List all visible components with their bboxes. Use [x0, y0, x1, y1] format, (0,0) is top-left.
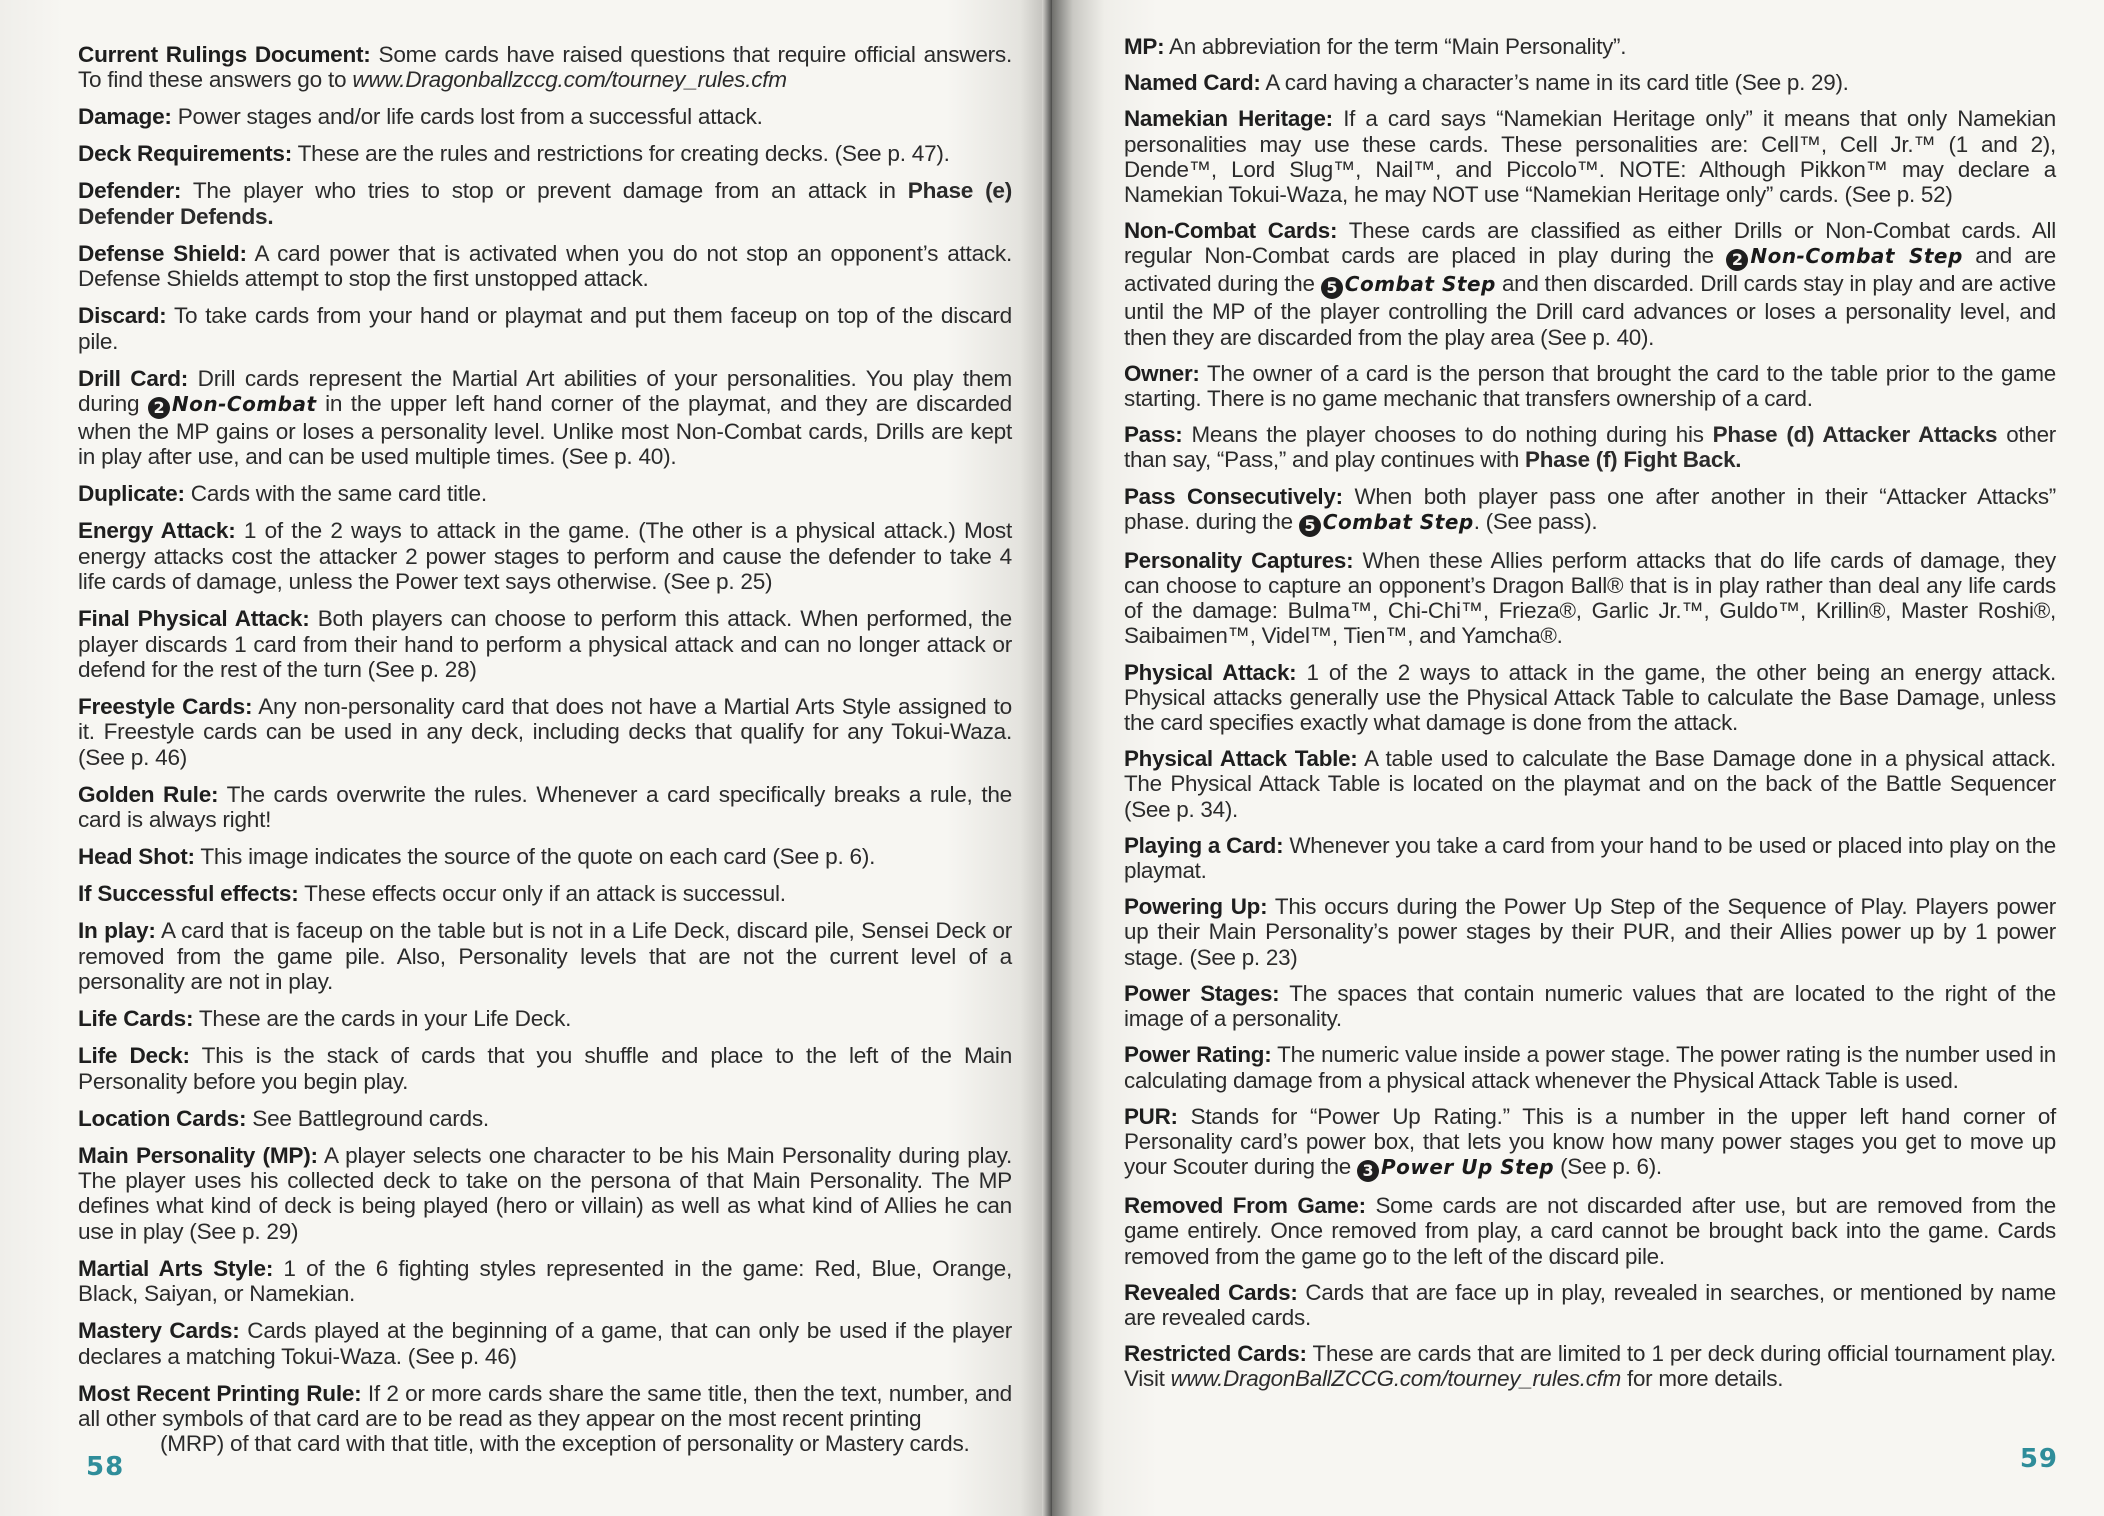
entry-text: other than say, “Pass,” and play continues with — [1124, 422, 2056, 473]
entry-text: This image indicates the source of the quote on each card (See p. 6). — [194, 844, 876, 870]
entry-term: Freestyle Cards: — [78, 694, 253, 720]
entry-term: Final Physical Attack: — [78, 606, 310, 632]
entry-term: Playing a Card: — [1124, 832, 1284, 858]
entry-term: Location Cards: — [78, 1105, 247, 1131]
glossary-entry — [1124, 70, 2056, 95]
glossary-entry — [1124, 548, 2056, 649]
entry-text: When these Allies perform attacks that do life cards of damage, they can choose to capture an opponent’s Dragon Ball® that is in play rather than deal any life cards of the damage: Bulma™, Chi-Chi™, Frieza®, Garlic Jr.™, Guldo™, Krillin®, Master Roshi®, Saibaimen™, Videl™, Tien™, and Yamcha®. — [1124, 547, 2056, 649]
entry-term: Defense Shield: — [78, 240, 247, 266]
entry-text: The spaces that contain numeric values that are located to the right of the image of a personality. — [1124, 980, 2057, 1032]
entry-text: When both player pass one after another in their “Attacker Attacks” phase. during the — [1124, 483, 2056, 534]
step-number-icon: 3 — [1357, 1160, 1379, 1182]
entry-term: Restricted Cards: — [1124, 1341, 1307, 1367]
entry-text: See Battleground cards. — [246, 1105, 489, 1131]
entry-text: These effects occur only if an attack is successul. — [298, 881, 786, 907]
entry-text: A card that is faceup on the table but is not in a Life Deck, discard pile, Sensei Deck or removed from the game pile. Also, Personality levels that are not the current level of a personality are not in play. — [78, 918, 1012, 995]
entry-term: Defender: — [78, 178, 182, 204]
phase-name: Phase (d) Attacker Attacks — [1712, 422, 1998, 448]
glossary-entry — [1124, 1341, 2056, 1391]
entry-term: In play: — [78, 918, 156, 944]
entry-term: Current Rulings Document: — [78, 42, 371, 67]
entry-term: Damage: — [78, 104, 172, 130]
entry-term: Drill Card: — [78, 365, 189, 391]
entry-text: and are activated during the — [1124, 243, 2056, 297]
glossary-entry — [1124, 106, 2056, 207]
entry-text: (See p. 6). — [1554, 1154, 1662, 1180]
entry-text: A card having a character’s name in its card title (See p. 29). — [1260, 70, 1849, 96]
entry-text: Power stages and/or life cards lost from a successful attack. — [171, 104, 763, 130]
entry-text: Both players can choose to perform this attack. When performed, the player discards 1 card from their hand to perform a physical attack and can no longer attack or defend for the rest of the turn (See p. 28) — [78, 606, 1012, 683]
glossary-entry — [78, 694, 1012, 770]
entry-text: The cards overwrite the rules. Whenever a card specifically breaks a rule, the card is always right! — [78, 781, 1012, 833]
glossary-entry — [78, 481, 1012, 506]
entry-text: for more details. — [1621, 1366, 1784, 1392]
entry-term: If Successful effects: — [78, 881, 299, 907]
glossary-entry — [1124, 894, 2056, 970]
entry-text: The player who tries to stop or prevent damage from an attack in — [181, 178, 908, 204]
entry-text: These are the cards in your Life Deck. — [193, 1006, 572, 1032]
entry-text: If 2 or more cards share the same title, then the text, number, and all other symbols of that card are to be read as they appear on the most recent printing — [78, 1380, 1012, 1431]
entry-term: Non-Combat Cards: — [1124, 218, 1338, 244]
entry-term: PUR: — [1124, 1103, 1178, 1129]
phase-name: Phase (f) Fight Back. — [1525, 447, 1742, 473]
entry-text: 1 of the 6 fighting styles represented in the game: Red, Blue, Orange, Black, Saiyan, or Namekian. — [78, 1255, 1013, 1307]
step-label: Non-Combat — [171, 392, 317, 417]
entry-term: Physical Attack: — [1124, 659, 1297, 685]
entry-term: Powering Up: — [1124, 894, 1268, 920]
glossary-entry — [78, 42, 1012, 93]
entry-term: Deck Requirements: — [78, 141, 292, 167]
right-page — [1052, 0, 2104, 1516]
entry-term: Physical Attack Table: — [1124, 746, 1358, 772]
entry-text: . (See pass). — [1473, 508, 1598, 534]
entry-text: A table used to calculate the Base Damage done in a physical attack. The Physical Attack Table is located on the playmat and on the back of the Battle Sequencer (See p. 34). — [1124, 746, 2056, 822]
entry-term: Power Stages: — [1124, 980, 1280, 1006]
glossary-entry — [78, 782, 1012, 833]
glossary-entry — [1124, 746, 2056, 822]
entry-text: A card power that is activated when you do not stop an opponent’s attack. Defense Shields attempt to stop the first unstopped attack. — [78, 240, 1013, 292]
entry-text: and then discarded. Drill cards stay in play and are active until the MP of the player controlling the Drill card advances or loses a personality level, and then they are discarded from the play area (See p. 40). — [1124, 271, 2056, 350]
entry-text: The numeric value inside a power stage. The power rating is the number used in calculating damage from a physical attack whenever the Physical Attack Table is used. — [1124, 1042, 2056, 1093]
entry-term: Power Rating: — [1124, 1042, 1272, 1068]
glossary-entry — [1124, 34, 2056, 59]
glossary-entry — [1124, 981, 2056, 1031]
entry-term: Head Shot: — [78, 844, 195, 870]
entry-term: Main Personality (MP): — [78, 1142, 318, 1168]
entry-text: A player selects one character to be his Main Personality during play. The player uses his collected deck to take on the persona of that Main Personality. The MP defines what kind of deck is being played (hero or villain) as well as what kind of Allies he can use in play (See p. 29) — [78, 1142, 1012, 1244]
step-number-icon: 5 — [1299, 515, 1321, 537]
entry-text: These cards are classified as either Drills or Non-Combat cards. All regular Non-Combat cards are placed in play during the — [1124, 218, 2056, 269]
glossary-entry — [78, 1256, 1012, 1307]
entry-term: Discard: — [78, 303, 167, 329]
entry-term: Mastery Cards: — [78, 1318, 240, 1344]
glossary-entry — [78, 1043, 1012, 1094]
entry-text: 1 of the 2 ways to attack in the game, the other being an energy attack. Physical attacks generally use the Physical Attack Table to calculate the Base Damage, unless the card specifies exactly what damage is done from the attack. — [1124, 659, 2057, 736]
entry-text: Cards played at the beginning of a game, that can only be used if the player declares a matching Tokui-Waza. (See p. 46) — [78, 1318, 1012, 1369]
rulings-link[interactable]: www.Dragonballzccg.com/tourney_rules.cfm — [352, 67, 787, 93]
glossary-entry — [1124, 833, 2056, 883]
step-label: Non-Combat Step — [1750, 244, 1963, 269]
entry-term: Revealed Cards: — [1124, 1279, 1298, 1305]
entry-term: Namekian Heritage: — [1124, 106, 1333, 132]
entry-text: Stands for “Power Up Rating.” This is a number in the upper left hand corner of Personality card’s power box, that lets you know how many power stages you get to move up your Scouter during the — [1124, 1103, 2056, 1180]
step-label: Combat Step — [1344, 272, 1496, 297]
entry-term: Named Card: — [1124, 70, 1261, 96]
glossary-entry — [1124, 1104, 2056, 1182]
entry-term: Owner: — [1124, 360, 1200, 386]
glossary-entry — [1124, 361, 2056, 411]
entry-text: Drill cards represent the Martial Art abilities of your personalities. You play them during — [78, 365, 1012, 417]
step-label: Power Up Step — [1380, 1155, 1555, 1180]
glossary-entry — [1124, 660, 2056, 736]
glossary-entry — [1124, 1193, 2056, 1269]
glossary-entry — [78, 303, 1012, 354]
glossary-entry — [78, 918, 1012, 994]
entry-text: To take cards from your hand or playmat and put them faceup on top of the discard pile. — [78, 303, 1012, 354]
entry-text: The owner of a card is the person that brought the card to the table prior to the game starting. There is no game mechanic that transfers ownership of a card. — [1124, 360, 2056, 412]
entry-text: These are cards that are limited to 1 per deck during official tournament play. Visit — [1124, 1341, 2056, 1392]
entry-term: Energy Attack: — [78, 518, 236, 544]
phase-name: Phase (e) Defender Defends. — [78, 178, 1013, 229]
entry-text: (MRP) of that card with that title, with the exception of personality or Mastery cards. — [160, 1431, 970, 1457]
entry-term: Golden Rule: — [78, 781, 219, 807]
entry-text: Cards with the same card title. — [184, 481, 487, 507]
entry-text: 1 of the 2 ways to attack in the game. (The other is a physical attack.) Most energy attacks cost the attacker 2 power stages to perform and cause the defender to take 4 life cards of damage, unless the Power text says otherwise. (See p. 25) — [78, 518, 1012, 595]
glossary-entry — [1124, 1042, 2056, 1092]
entry-text: Whenever you take a card from your hand to be used or placed into play on the playmat. — [1124, 832, 2056, 884]
entry-text: An abbreviation for the term “Main Personality”. — [1164, 34, 1627, 59]
glossary-entry — [1124, 1280, 2056, 1330]
entry-text: Any non-personality card that does not have a Martial Arts Style assigned to it. Freestyle cards can be used in any deck, including decks that qualify for any Tokui-Waza. (See p. 46) — [78, 694, 1012, 770]
glossary-entry — [78, 1006, 1012, 1031]
entry-term: Pass Consecutively: — [1124, 483, 1343, 509]
glossary-entry — [78, 104, 1012, 129]
entry-text: This occurs during the Power Up Step of the Sequence of Play. Players power up their Main Personality’s power stages by their PUR, and their Allies power up by 1 power stage. (See p. 23) — [1124, 894, 2057, 970]
entry-text: If a card says “Namekian Heritage only” it means that only Namekian personalities may use these cards. These personalities are: Cell™, Cell Jr.™ (1 and 2), Dende™, Lord Slug™, Nail™, and Piccolo™. NOTE: Although Pikkon™ may declare a Namekian Tokui-Waza, he may NOT use “Namekian Heritage only” cards. (See p. 52) — [1124, 106, 2056, 208]
glossary-entry — [1124, 422, 2056, 472]
entry-term: Life Cards: — [78, 1006, 194, 1032]
step-number-icon: 5 — [1321, 277, 1343, 299]
entry-term: Martial Arts Style: — [78, 1255, 274, 1281]
glossary-entry — [78, 518, 1012, 594]
entry-term: Life Deck: — [78, 1043, 190, 1069]
entry-text: Some cards are not discarded after use, but are removed from the game entirely. Once removed from play, a card cannot be brought back into the game. Cards removed from the game go to the left of the discard pile. — [1124, 1193, 2056, 1269]
entry-term: Duplicate: — [78, 481, 185, 507]
entry-term: MP: — [1124, 34, 1165, 59]
glossary-entry — [78, 606, 1012, 682]
entry-text: This is the stack of cards that you shuffle and place to the left of the Main Personality before you begin play. — [78, 1043, 1013, 1094]
glossary-entry — [78, 1381, 1012, 1457]
entry-text: Means the player chooses to do nothing during his — [1182, 422, 1713, 448]
entry-text: in the upper left hand corner of the playmat, and they are discarded when the MP gains or loses a personality level. Unlike most Non-Combat cards, Drills are kept in play after use, and can be used multiple times. (See p. 40). — [78, 391, 1012, 470]
glossary-entry — [78, 141, 1012, 166]
page-number: 58 — [86, 1452, 125, 1482]
step-number-icon: 2 — [1726, 249, 1748, 271]
glossary-entry — [78, 178, 1012, 229]
entry-text: These are the rules and restrictions for creating decks. (See p. 47). — [291, 141, 950, 167]
entry-text: Cards that are face up in play, revealed in searches, or mentioned by name are revealed cards. — [1124, 1279, 2056, 1330]
glossary-entry — [78, 1318, 1012, 1369]
glossary-entry — [1124, 218, 2056, 350]
glossary-entry — [78, 366, 1012, 470]
step-number-icon: 2 — [148, 397, 170, 419]
glossary-entry — [78, 881, 1012, 906]
rules-link[interactable]: www.DragonBallZCCG.com/tourney_rules.cfm — [1170, 1366, 1622, 1392]
glossary-entry — [1124, 484, 2056, 537]
entry-text: Some cards have raised questions that require official answers. To find these answers go to — [78, 42, 1013, 93]
glossary-entry — [78, 1106, 1012, 1131]
glossary-entry — [78, 1143, 1012, 1245]
entry-term: Removed From Game: — [1124, 1193, 1366, 1219]
entry-term: Most Recent Printing Rule: — [78, 1380, 362, 1406]
entry-term: Personality Captures: — [1124, 547, 1354, 573]
entry-term: Pass: — [1124, 422, 1183, 448]
step-label: Combat Step — [1322, 509, 1474, 534]
glossary-entry — [78, 844, 1012, 869]
page-number: 59 — [2019, 1444, 2058, 1474]
glossary-entry — [78, 241, 1012, 292]
